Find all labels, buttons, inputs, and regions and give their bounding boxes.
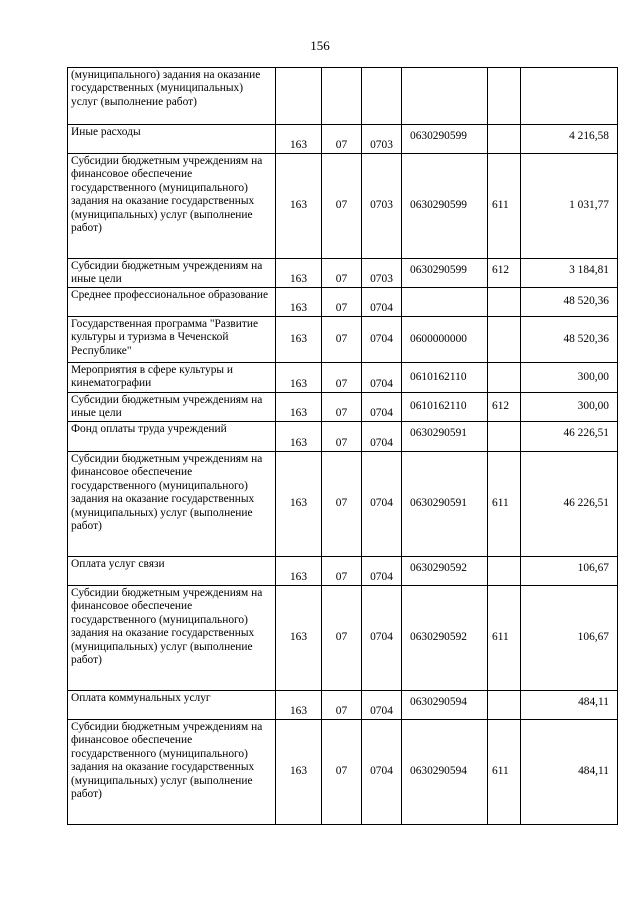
row-ministry-code: 163 — [276, 317, 322, 363]
table-row — [68, 557, 618, 586]
table-row — [68, 154, 618, 259]
row-section-code: 07 — [322, 363, 362, 393]
row-subsection-code: 0704 — [362, 452, 402, 557]
row-amount: 48 520,36 — [521, 288, 618, 317]
row-name: Иные расходы — [68, 125, 276, 154]
row-expense-type — [488, 125, 521, 154]
page-number: 156 — [310, 38, 330, 53]
row-name: Субсидии бюджетным учреждениям на финансовое обеспечение государственного (муниципального) задания на оказание государственных (муниципальных) услуг (выполнение работ) — [68, 154, 276, 259]
row-section-code: 07 — [322, 317, 362, 363]
table-row — [68, 288, 618, 317]
row-ministry-code: 163 — [276, 288, 322, 317]
row-expense-type: 612 — [488, 259, 521, 288]
table-row — [68, 363, 618, 393]
row-expense-type — [488, 557, 521, 586]
row-subsection-code: 0704 — [362, 363, 402, 393]
row-name: Государственная программа "Развитие культуры и туризма в Чеченской Республике" — [68, 317, 276, 363]
table-row — [68, 259, 618, 288]
row-ministry-code: 163 — [276, 691, 322, 720]
row-expense-type — [488, 317, 521, 363]
row-ministry-code: 163 — [276, 586, 322, 691]
row-subsection-code: 0704 — [362, 586, 402, 691]
row-amount: 1 031,77 — [521, 154, 618, 259]
row-section-code: 07 — [322, 393, 362, 422]
row-expense-type: 612 — [488, 393, 521, 422]
row-target-article: 0630290594 — [402, 720, 488, 825]
row-section-code: 07 — [322, 422, 362, 452]
row-amount: 46 226,51 — [521, 422, 618, 452]
row-target-article — [402, 288, 488, 317]
table-row — [68, 691, 618, 720]
row-ministry-code: 163 — [276, 422, 322, 452]
row-section-code: 07 — [322, 452, 362, 557]
row-target-article: 0600000000 — [402, 317, 488, 363]
row-amount: 484,11 — [521, 691, 618, 720]
row-expense-type: 611 — [488, 586, 521, 691]
row-name: Оплата коммунальных услуг — [68, 691, 276, 720]
budget-table — [67, 67, 618, 825]
table-row — [68, 317, 618, 363]
row-target-article: 0630290594 — [402, 691, 488, 720]
row-subsection-code: 0704 — [362, 288, 402, 317]
row-amount: 484,11 — [521, 720, 618, 825]
row-name: Субсидии бюджетным учреждениям на иные цели — [68, 259, 276, 288]
row-target-article: 0630290599 — [402, 259, 488, 288]
row-amount — [521, 68, 618, 125]
row-name: Фонд оплаты труда учреждений — [68, 422, 276, 452]
row-expense-type — [488, 422, 521, 452]
row-name: Мероприятия в сфере культуры и кинематографии — [68, 363, 276, 393]
table-row — [68, 586, 618, 691]
row-ministry-code: 163 — [276, 452, 322, 557]
row-name: Оплата услуг связи — [68, 557, 276, 586]
row-target-article: 0630290599 — [402, 125, 488, 154]
row-section-code: 07 — [322, 288, 362, 317]
row-ministry-code: 163 — [276, 154, 322, 259]
row-ministry-code: 163 — [276, 557, 322, 586]
row-subsection-code: 0703 — [362, 259, 402, 288]
row-ministry-code: 163 — [276, 720, 322, 825]
row-target-article: 0630290592 — [402, 586, 488, 691]
row-name: Субсидии бюджетным учреждениям на иные цели — [68, 393, 276, 422]
row-amount: 4 216,58 — [521, 125, 618, 154]
table-row — [68, 68, 618, 125]
row-section-code: 07 — [322, 557, 362, 586]
row-subsection-code — [362, 68, 402, 125]
row-section-code — [322, 68, 362, 125]
row-section-code: 07 — [322, 720, 362, 825]
row-target-article: 0630290592 — [402, 557, 488, 586]
row-section-code: 07 — [322, 154, 362, 259]
row-amount: 300,00 — [521, 393, 618, 422]
row-section-code: 07 — [322, 259, 362, 288]
row-target-article: 0630290591 — [402, 422, 488, 452]
row-name: Субсидии бюджетным учреждениям на финансовое обеспечение государственного (муниципального) задания на оказание государственных (муниципальных) услуг (выполнение работ) — [68, 452, 276, 557]
table-row — [68, 393, 618, 422]
row-amount: 106,67 — [521, 586, 618, 691]
row-expense-type — [488, 68, 521, 125]
budget-table-body — [68, 68, 618, 825]
row-section-code: 07 — [322, 586, 362, 691]
row-expense-type: 611 — [488, 452, 521, 557]
row-ministry-code: 163 — [276, 393, 322, 422]
row-target-article: 0610162110 — [402, 393, 488, 422]
row-expense-type: 611 — [488, 720, 521, 825]
row-name: (муниципального) задания на оказание государственных (муниципальных) услуг (выполнение работ) — [68, 68, 276, 125]
table-row — [68, 422, 618, 452]
table-row — [68, 720, 618, 825]
row-section-code: 07 — [322, 125, 362, 154]
row-ministry-code: 163 — [276, 363, 322, 393]
row-amount: 3 184,81 — [521, 259, 618, 288]
row-subsection-code: 0704 — [362, 317, 402, 363]
row-subsection-code: 0704 — [362, 691, 402, 720]
row-amount: 46 226,51 — [521, 452, 618, 557]
row-expense-type — [488, 691, 521, 720]
row-ministry-code: 163 — [276, 125, 322, 154]
row-expense-type: 611 — [488, 154, 521, 259]
row-subsection-code: 0703 — [362, 154, 402, 259]
row-target-article: 0630290591 — [402, 452, 488, 557]
row-amount: 106,67 — [521, 557, 618, 586]
row-section-code: 07 — [322, 691, 362, 720]
table-row — [68, 452, 618, 557]
table-row — [68, 125, 618, 154]
row-target-article: 0630290599 — [402, 154, 488, 259]
row-name: Субсидии бюджетным учреждениям на финансовое обеспечение государственного (муниципального) задания на оказание государственных (муниципальных) услуг (выполнение работ) — [68, 586, 276, 691]
row-subsection-code: 0704 — [362, 422, 402, 452]
row-expense-type — [488, 288, 521, 317]
row-target-article — [402, 68, 488, 125]
row-ministry-code — [276, 68, 322, 125]
row-target-article: 0610162110 — [402, 363, 488, 393]
row-subsection-code: 0703 — [362, 125, 402, 154]
row-subsection-code: 0704 — [362, 557, 402, 586]
row-subsection-code: 0704 — [362, 393, 402, 422]
row-name: Субсидии бюджетным учреждениям на финансовое обеспечение государственного (муниципального) задания на оказание государственных (муниципальных) услуг (выполнение работ) — [68, 720, 276, 825]
row-expense-type — [488, 363, 521, 393]
row-amount: 48 520,36 — [521, 317, 618, 363]
row-ministry-code: 163 — [276, 259, 322, 288]
row-amount: 300,00 — [521, 363, 618, 393]
row-name: Среднее профессиональное образование — [68, 288, 276, 317]
row-subsection-code: 0704 — [362, 720, 402, 825]
